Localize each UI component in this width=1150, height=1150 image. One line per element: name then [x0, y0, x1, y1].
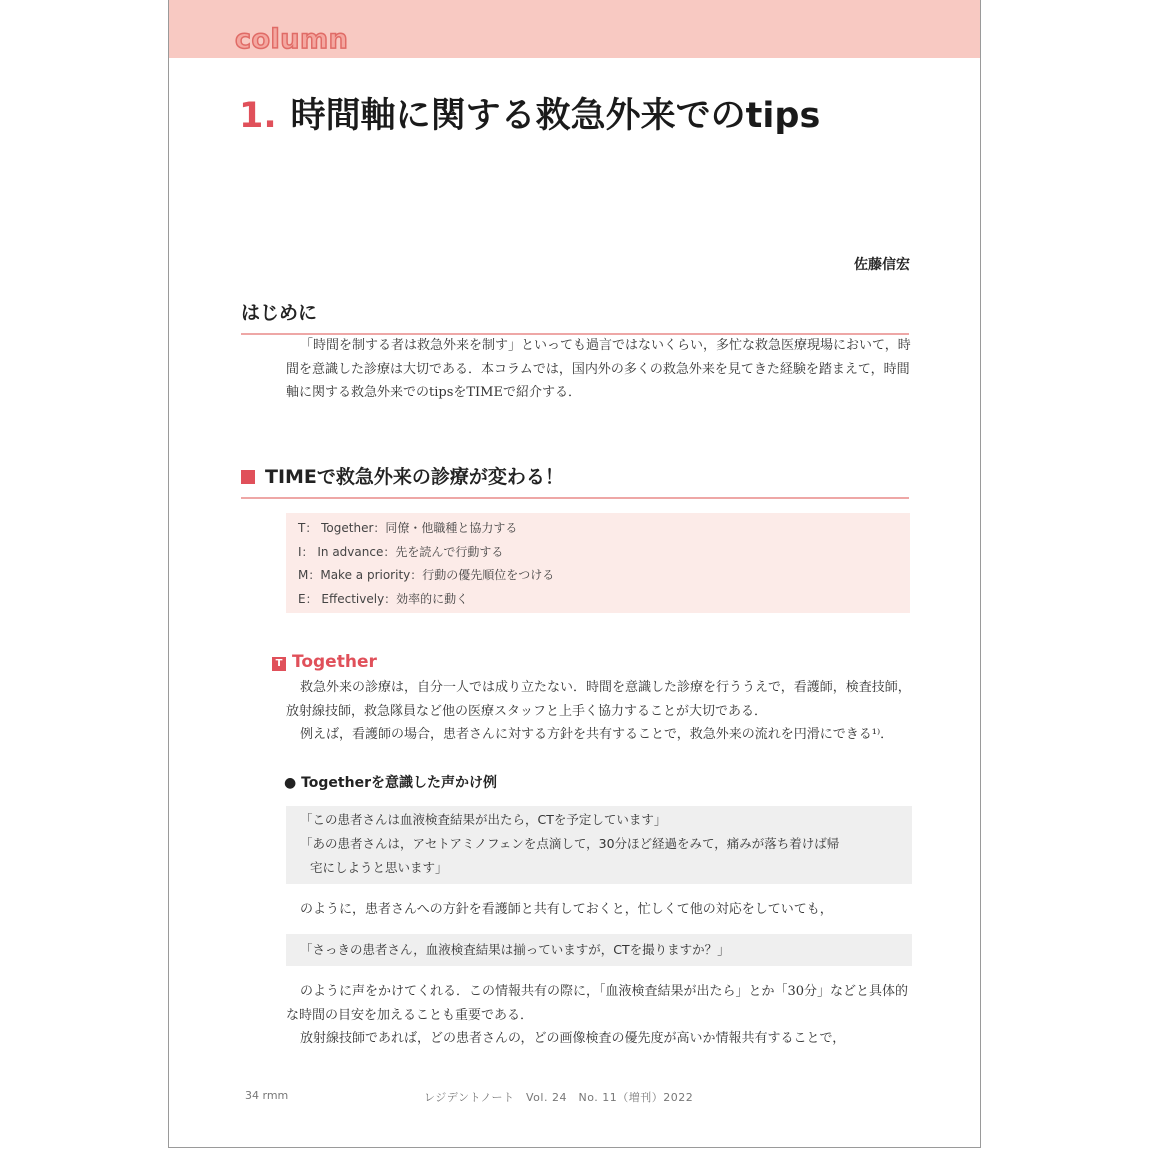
column-label: column	[235, 24, 349, 55]
example-line-1: 「この患者さんは血液検査結果が出たら，CTを予定しています」	[300, 812, 667, 827]
time-item: E： Effectively：効率的に動く	[298, 591, 469, 606]
after-example-2	[286, 980, 912, 1051]
author-name: 佐藤信宏	[854, 257, 910, 273]
after-paragraph-a: のように声をかけてくれる．この情報共有の際に，「血液検査結果が出たら」とか「30分」などと具体的な時間の目安を加えることも重要である．	[286, 984, 909, 1023]
together-paragraph-2: 例えば，看護師の場合，患者さんに対する方針を共有することで，救急外来の流れを円滑にできる¹⁾．	[300, 727, 894, 742]
page-title	[239, 88, 820, 138]
journal-footer: レジデントノート Vol. 24 No. 11（増刊）2022	[424, 1091, 694, 1104]
together-body	[286, 676, 912, 747]
example-line-3: 宅にしようと思います」	[310, 860, 448, 875]
intro-paragraph: 「時間を制する者は救急外来を制す」といっても過言ではないくらい，多忙な救急医療現場において，時間を意識した診療は大切である．本コラムでは，国内外の多くの救急外来を見てきた経験を踏まえて，時間軸に関する救急外来でのtipsをTIMEで紹介する．	[286, 338, 911, 400]
example-box-1	[286, 806, 912, 884]
example-heading: ● Togetherを意識した声かけ例	[284, 775, 497, 791]
title-number: 1.	[239, 96, 277, 136]
example-box-2: 「さっきの患者さん，血液検査結果は揃っていますが，CTを撮りますか？」	[286, 934, 912, 966]
column-header-band	[169, 0, 980, 58]
page-number: 34 rmm	[245, 1089, 289, 1102]
section-number-badge: T	[272, 657, 286, 671]
time-heading-text: TIMEで救急外来の診療が変わる！	[265, 466, 564, 488]
document-page	[168, 0, 981, 1148]
heading-square-icon	[241, 470, 255, 484]
time-item: I： In advance：先を読んで行動する	[298, 544, 504, 559]
example-line-2: 「あの患者さんは，アセトアミノフェンを点滴して，30分ほど経過をみて，痛みが落ち着けば帰	[300, 836, 840, 851]
together-subheading	[272, 652, 377, 672]
intro-heading: はじめに	[241, 298, 909, 335]
after-paragraph-b: 放射線技師であれば，どの患者さんの，どの画像検査の優先度が高いか情報共有することで，	[300, 1031, 846, 1046]
after-example-1: のように，患者さんへの方針を看護師と共有しておくと，忙しくて他の対応をしていても，	[300, 902, 833, 917]
together-heading-text: Together	[292, 652, 377, 672]
time-summary-box	[286, 513, 910, 613]
title-text: 時間軸に関する救急外来でのtips	[290, 96, 821, 136]
together-paragraph-1: 救急外来の診療は，自分一人では成り立たない．時間を意識した診療を行ううえで，看護師，検査技師，放射線技師，救急隊員など他の医療スタッフと上手く協力することが大切である．	[286, 680, 911, 719]
time-section-heading	[241, 462, 909, 499]
time-item: T： Together：同僚・他職種と協力する	[298, 521, 518, 535]
time-item: M：Make a priority：行動の優先順位をつける	[298, 568, 555, 582]
